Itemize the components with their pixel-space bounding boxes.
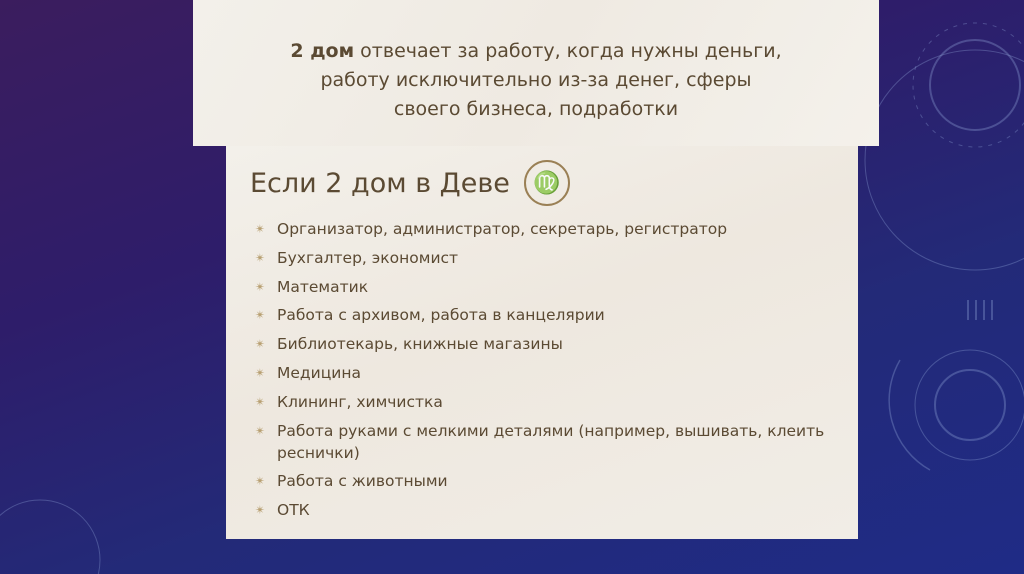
list-item-text: Работа с животными [277,472,448,491]
list-item [255,499,845,521]
header-line1: отвечает за работу, когда нужны деньги, [354,40,782,62]
star-bullet-icon: ✴ [255,337,266,352]
career-list [255,218,845,528]
list-item-text: Бухгалтер, экономист [277,248,459,267]
header-line2: работу исключительно из-за денег, сферы [320,69,752,91]
header-text [193,37,879,124]
star-bullet-icon: ✴ [255,250,266,265]
list-item [255,333,845,355]
list-item-text: Библиотекарь, книжные магазины [277,335,563,354]
star-bullet-icon: ✴ [255,222,266,236]
star-bullet-icon: ✴ [255,279,266,294]
list-item [255,470,845,492]
list-item-text: Организатор, администратор, секретарь, регистратор [277,220,728,238]
virgo-icon: ♍ [524,160,570,206]
header-bold: 2 дом [290,40,355,62]
list-item [255,391,845,413]
list-item-text: Медицина [277,363,361,382]
star-bullet-icon: ✴ [255,308,266,323]
list-item-text: Математик [277,277,369,296]
list-item-text: Клининг, химчистка [277,392,443,411]
star-bullet-icon: ✴ [255,423,266,438]
star-bullet-icon: ✴ [255,503,266,518]
star-bullet-icon: ✴ [255,474,266,489]
star-bullet-icon: ✴ [255,365,266,380]
star-bullet-icon: ✴ [255,394,266,409]
header-card [193,0,879,146]
list-item [255,276,845,298]
list-item [255,362,845,384]
content-card [226,146,858,539]
heading-row [250,160,570,206]
list-item-text: Работа с архивом, работа в канцелярии [277,306,605,325]
list-item-text: ОТК [277,501,310,520]
list-item [255,304,845,326]
list-item-text: Работа руками с мелкими деталями (например, вышивать, клеить реснички) [277,421,825,462]
section-heading: Если 2 дом в Деве [250,167,510,199]
list-item [255,420,845,464]
list-item [255,218,845,240]
header-line3: своего бизнеса, подработки [393,98,679,120]
list-item [255,247,845,269]
